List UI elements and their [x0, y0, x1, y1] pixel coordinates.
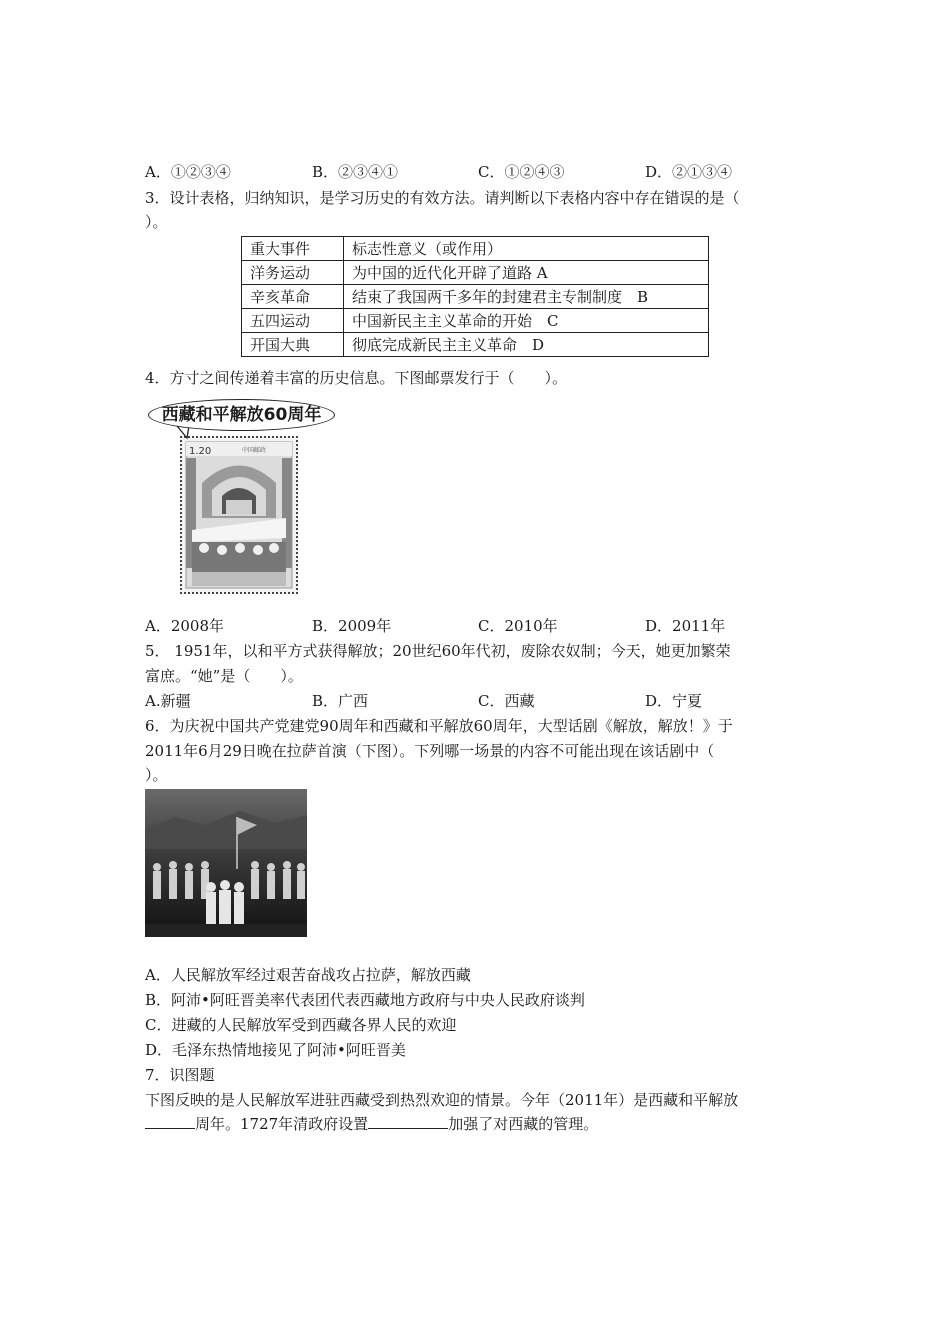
- table-cell-meaning: 彻底完成新民主主义革命 D: [344, 333, 709, 357]
- q4-option-c: C．2010年: [478, 617, 558, 635]
- q2-option-c: C．①②④③: [478, 163, 565, 181]
- q7-line2-part-a: 周年。1727年清政府设置: [195, 1115, 369, 1133]
- answer-blank-years[interactable]: [145, 1112, 195, 1129]
- q6-stem-line2: 2011年6月29日晚在拉萨首演（下图）。下列哪一场景的内容不可能出现在该话剧中（: [145, 742, 715, 760]
- q6-option-b: B．阿沛•阿旺晋美率代表团代表西藏地方政府与中央人民政府谈判: [145, 991, 585, 1009]
- table-cell-meaning: 为中国的近代化开辟了道路 A: [344, 261, 709, 285]
- table-cell-event: 洋务运动: [242, 261, 344, 285]
- q5-option-d: D．宁夏: [645, 692, 703, 710]
- q3-stem-line2: ）。: [145, 213, 168, 231]
- table-row: [242, 261, 709, 285]
- q7-line2: [145, 1112, 598, 1136]
- q5-stem-line2: 富庶。“她”是（ ）。: [145, 667, 303, 685]
- stamp-artwork-icon: [182, 438, 296, 592]
- stamp-caption-bubble: 西藏和平解放60周年: [148, 399, 335, 431]
- q7-line1: 下图反映的是人民解放军进驻西藏受到热烈欢迎的情景。今年（2011年）是西藏和平解放: [145, 1091, 739, 1109]
- stamp-image: [180, 436, 298, 594]
- q6-stem-line1: 6．为庆祝中国共产党建党90周年和西藏和平解放60周年，大型话剧《解放，解放！》于: [145, 717, 733, 735]
- q6-option-a: A．人民解放军经过艰苦奋战攻占拉萨，解放西藏: [145, 966, 471, 984]
- q6-stem-line3: ）。: [145, 766, 168, 784]
- q5-stem-line1: 5． 1951年，以和平方式获得解放；20世纪60年代初，废除农奴制；今天，她更加繁荣: [145, 642, 731, 660]
- table-header-meaning: 标志性意义（或作用）: [344, 237, 709, 261]
- q6-option-c: C．进藏的人民解放军受到西藏各界人民的欢迎: [145, 1016, 457, 1034]
- drama-scene-icon: [145, 789, 307, 937]
- q4-option-d: D．2011年: [645, 617, 726, 635]
- table-cell-event: 五四运动: [242, 309, 344, 333]
- table-cell-event: 开国大典: [242, 333, 344, 357]
- table-cell-meaning: 中国新民主主义革命的开始 C: [344, 309, 709, 333]
- table-cell-meaning: 结束了我国两千多年的封建君主专制制度 B: [344, 285, 709, 309]
- q3-table: [241, 236, 709, 357]
- q6-option-d: D．毛泽东热情地接见了阿沛•阿旺晋美: [145, 1041, 406, 1059]
- table-row: [242, 285, 709, 309]
- q7-title: 7．识图题: [145, 1066, 215, 1084]
- table-row: [242, 309, 709, 333]
- table-header-row: [242, 237, 709, 261]
- q2-option-d: D．②①③④: [645, 163, 733, 181]
- q4-option-b: B．2009年: [312, 617, 392, 635]
- q2-options: [145, 160, 825, 184]
- q4-stem: 4．方寸之间传递着丰富的历史信息。下图邮票发行于（ ）。: [145, 369, 568, 387]
- table-header-event: 重大事件: [242, 237, 344, 261]
- q5-option-a: A.新疆: [145, 692, 191, 710]
- stamp-country: 中国邮政: [242, 447, 267, 454]
- q3-stem-line1: 3．设计表格，归纳知识，是学习历史的有效方法。请判断以下表格内容中存在错误的是（: [145, 189, 740, 207]
- q4-options: [145, 614, 825, 638]
- q5-option-b: B．广西: [312, 692, 369, 710]
- q2-option-b: B．②③④①: [312, 163, 399, 181]
- q2-option-a: A．①②③④: [145, 163, 231, 181]
- table-cell-event: 辛亥革命: [242, 285, 344, 309]
- stamp-value: 1.20: [189, 446, 212, 457]
- q7-line2-part-b: 加强了对西藏的管理。: [448, 1115, 599, 1133]
- q5-options: [145, 689, 825, 713]
- q4-option-a: A．2008年: [145, 617, 225, 635]
- drama-photo: [145, 789, 307, 937]
- table-row: [242, 333, 709, 357]
- answer-blank-institution[interactable]: [368, 1112, 448, 1129]
- q5-option-c: C．西藏: [478, 692, 535, 710]
